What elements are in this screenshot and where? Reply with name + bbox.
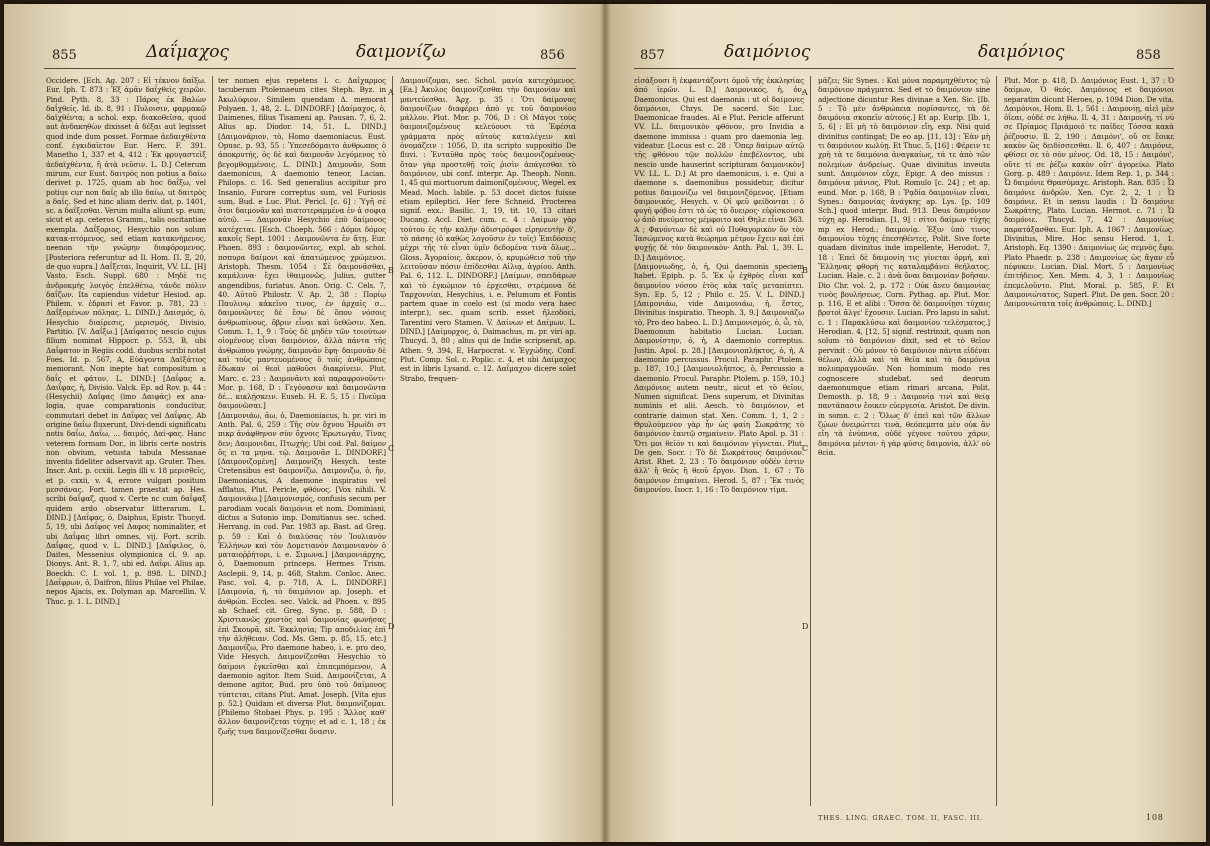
right-column-2 (818, 76, 990, 806)
left-column-3 (400, 76, 576, 806)
left-column-2-text: ter nomen ejus repetens l. c. Δαΐχαρμος tacuberam Ptolemaeum cites Steph. Byz. in Ἀκωλύφιον. Similem quendam Δ. memorat Polyaen. 1, 48, 2. L. DINDORF.] [Δαίμαχος, ὁ, Daimenes, filius Tisameni ap. Pausan. 7, 6, 2. Alius ap. Diodor. 14, 51. L. DIND.] [Δαιμονάριον, τὸ, Homo daemoniacus. Eust. Opusc. p. 93, 55 : Ὑπεσεδόμαιτο ἀνθρωπος ὁ ἀποκρυτής, ὁς δὲ καὶ δαιμονᾶν λεγόμενος τὸ βεγομθομμένοις. L. DIND.] Δαιμονᾶν, Som daemonicus, A daemonio teneor, Lacian. Philops. c. 16. Sed generalius accipitur pro Insanio, Furore correptus sum, vel Furiosis sum, Bud. e Luc. Plut. Pericl. [c. 6] : Ὑγῆ σὲ ὅτοι δαιμονᾶν καὶ πιατοτεραμμένα ἐν ἀ σοφια αὐτῷ. — Δαιμονᾶν Hesychio ἐπὸ δαίμονος κατέχεται. [Esch. Choeph. 566 : Δόμοι δόμος κακοῖς Sept. 1001 : Δαιμονῶντα ἐν ἄτῃ. Eur. Phoen. 893 : δαιμονῶντες, expl. ab schol. πσπυρα δαίμονι καὶ ἀπατώμενος χρώμενοι. Aristoph. Thesm. 1054 : Σὲ δαιμονᾶσθαι, καμάλυνα· ἔχει ἰθαιμονῶς, Julius, gutter angendibus, furiatus. Anon. Orig. C. Cels. 7, 40. Αὐτοῦ Philostr. V. Ap. 2, 38 : Πορίῳ Παυλινῳ κἀκεῖνο τινος, ἐν ἀρχαῖς σ... δαιμονῶντες δὲ ἔσω δὲ ὅπου νόσοις ἀνθρωπίνους, ὄβριν εἶναι καὶ ὑεθῶσιν. Xen. Comm. 1, 1, 9 : Τοὺς δὲ μηδὲν τῶν τοιούτων οἰομένους εἶναι δαιμόνιον, ἀλλὰ πάντα τῆς ἀνθρώπου γνώμης, δαιμονᾶν ἔφη· δαιμονᾶν δὲ καὶ τοὺς μαντευομένους ὅ τοῖς ἀνθρώποις ἔδωκαν οἱ θεοὶ μαθοῦσι διακρίνειν. Plut. Marc. c. 23 : Δαιμονᾶντι καὶ παραφρονοῦντι· Mor. p. 168, D : Γεγόνασιν καὶ δαιμονῶντα δέ... κικλῄσκειν. Euseb. H. E. 5, 15 : Πνεῦμα δαιμονῶσαι.] (218, 76, 386, 411)
margin-letter-a-right: A (802, 88, 808, 97)
right-page-signature: 108 (1146, 813, 1164, 822)
right-column-1b-text: [Δαιμονιωδης, ὁ, ἡ, Qui daemonis speciem habet. Epiph. p. 5. Ἐκ ᾧ ἐχθρὸς εἶναι καὶ δαιμονίου νόσου ἐτὸς κἀκ ταῖς μεταπίπτει. Syn. Ep. 5, 12 ; Philo c. 25. V. L. DIND.] [Δαιμονιάω, vide Δαιμονιάω, ἡ, ἕστες, Divinitus inspiratio. Theoph. 3, 9.] Δαιμονιάζω τὸ, Pro deo habeo. L. D.] Δαιμονισμός, ὁ, ὦ, τὸ, Daemonum habitatio Lucian. Lucian. Δαιμονίστην, ὁ, ἡ, A daemonio correptus. Justin. Apol. p. 28.] [Δαιμονιοπλήκτος, ὁ, ἡ, A daemonio percussus. Procul. Paraphr. Ptolem. p. 187, 10.] [Δαιμονιολῆπτος, ὁ, Percussio a daemonio. Procul. Paraphr. Ptolem. p. 159, 10.] Δαιμόνιος autem neutr., sicut et τὸ θεῖον, Numen significat. Dens superum, et Divinitas numinis et alii. Aesch. τὸ δαιμόνιον, et contrarie daimon stat. Xen. Comm. 1, 1, 2 : Θρυλούμενον γὰρ ἦν ὡς φαίη Σωκράτης τὸ δαιμόνιον ἑαυτῷ σημαίνειν. Plato Apol. p. 31 : Ὅτι μοι θεῖόν τι καὶ δαιμόνιον γίγνεται. Plut. De gen. Socr. : Τὸ δὲ Σωκράτους δαιμόνιον. Arist. Rhet. 2, 23 : Τὸ δαιμόνιον οὐδέν ἐστιν ἀλλ' ἢ θεὸς ἢ θεοῦ ἔργον. Dion. 1, 67 : Τὸ δαιμόνιον ἐπιφαίνει. Herod. 5, 87 : Ἔκ τινὸς δαιμονίου. Isocr. 1, 16 : Τὸ δαιμόνιον τίμα. (634, 261, 804, 495)
right-column-divider-1 (810, 76, 811, 806)
left-page (4, 4, 604, 842)
left-column-2 (218, 76, 386, 806)
right-column-1-text: εἰσάξουσι ἢ ἐκφαντάζοντι ὁμοῦ τῆς ἐκκλησίας ἀπό ἱερῶν. L. D.] Δαιμονικός, ἡ, ὀν, Daemonicus. Qui est daemonis : ut οἱ δαίμονες δαιμόνιοι, Chrys. De sacerd. Sic Luc. Daemonicae fraudes. Al e Plut. Pericle afferunt VV. LL. δαιμονικὸν φθόνον, pro Invidia a daemone immissa : quam pro daemonia leg. videatur. [Locus est c. 28 : Ὅπερ δαίμων αὐτῷ τῆς φθόνου τῷν πολλῶν ἐπεβέλοντος, ubi nescio unde hauserint scripturam δαιμονικὸν] VV. LL. L. D.] At pro daemonicus, i. e. Qui a daemone s. daemonibus possidetur, dicitur potius δαιμονίζω vel δαιμονιζόμενος. [Etiam δαιμονικός, Hesych. v. Οἱ φεῦ φείδονται : ὁ φυγὴ φόβου ἐστι τὰ ὡς τὸ ὄνειρος· εὑρίσκουσα ᾧ ἀπὸ πνεύματος μέμφοιτο καὶ Θηλε εἶναι 363. A ; Φανόντων δὲ καὶ οὐ Πυθαγορικὸν ὅν τὸν Ἰασώμενος κατὰ θεώρημα μέτρον ἔχειν καὶ ἐπὶ ψυχῇς δὲ τὸν δαιμονικὸν· Anth. Pal. 1, 39. L. D.] Δαιμόνιος. (634, 76, 804, 262)
right-headword: δαιμόνιος (724, 42, 811, 62)
left-page-number-2: 856 (540, 48, 565, 63)
left-column-2b-text: [Δαιμονιάω, ᾶω, ὁ, Daemoniacus, h. pr. viri in Anth. Pal. 6, 259 : Τῆς σὺν ὄχνου Ἡρωίδι στ πικρ ἀνάφθηνον σὺν ὄχνοις Ἐρωτωγᾶν, Τίνας δεν; Δαιμονιδαι, Πτωχής; Ubi cod. Pal. δαίμον ὅς ει τα μηνα. τῷ. Δαιμονᾶσ L. DINDORF.] [Δαιμονιζομένη] Δαιμονίζη Hesych. teste Cretensibus est δαιμονίζω. Δαιμονιζω, ὁ, ἥν, Daemoniacus, A daemone inspiratus vel afflatus, Plut. Pericle, φθόνος. [Vox nihili. V. Δαιμονιάω.] [Δαιμονισμός, confusis secum per parodiam vocalι δαιμόνια et nom. Dominiani, dictus a Sutonio imp. Domitianus sec. sched. Herrang. in cod. Par. 1983 ap. Bast. ad Greg. p. 59 : Καὶ ὁ διαλύσας τὸν Ἰουλιανὸν Ἑλλήνων καὶ τὸν Δομετιανόν Δαιμονιανὸν ὁ ματαιοῤῥήτορι, i. e. Σιμωνα.] [Δαιμονιάρχης, ὁ, Daemonum princeps. Hermes Trism. Asclepii. 9, 14, p. 468, Stahm. Conloc. Anec. Pasc. vol. 4, p. 718, A. L. DINDORF.] [Δαιμονία, ἡ, τὸ δαιμόνιον ap. Joseph. et ἀνθρώπ. Eccles. sec. Valck. ad Phoen. v. 895 ab Schaef. cit. Greg. Sync. p. 588, D : Χριστιανῶς χριστὸς καὶ δαιμονίας φωνήσας ἐπὶ Σκουρᾶ, sit. Ἐκκλησία; Tip αποδιλίας ἐπὶ τὴν ἀλήθειαν. Cod. Ms. Gem. p. 85, 15, etc.] Δαιμονίζω, Pro daemone habeo, i. e. pro deo, Vide Hesych. Δαιμονίζεσθαι Hesychio τὸ δαίμονι ἐγκεῖσθαι καὶ ἐπιπεμπόμενον, A daemonio agitor. Item Suid. Δαιμονίζεται, A demone agitor, Bud. pro ὑπὸ τοῦ δαίμονος τύπτεται, citans Plut. Amat. Joseph. [Vita ejus p. 52.] Quidam et diversa Plut. δαιμονίζομαι. [Philemo Stobaei Phys. p. 195 : Ἄλλος καθ' ἄλλον δαιμονίζεται τύχην; et ad c. 1, 18 ; ἐκ ζωῆς τινα δαιμονίζεσθαι ὄνασιν. (218, 410, 386, 736)
left-column-divider-2 (392, 76, 393, 806)
margin-letter-c-right: C (802, 444, 809, 453)
left-column-1 (46, 76, 206, 806)
right-column-2-text: μᾶζει; Sic Synes. : Καὶ μόνα παραμηχθέντος τῷ δαιμόνιον πράγματα. Sed et τὸ δαιμόνιον sine adjectione dicuntur Res divinae a Xen. Sic. [Ib. 5 : Τὸ μὲν ἀνθρώπεια πορίσαντες, τὰ δὲ δαιμόνια σκοπεῖν αὐτούς.] Et ap. Eurip. [Ib. 1, 5, 6] : Εἰ μὴ τὸ δαιμόνιον εἴη, exp. Nisi quid divinitus contingat; De eo ap. [11, 13] : Ἐὰν μὴ τι δαιμόνιον κωλύῃ. Et Thuc. 5, [16] : Φέρειν τε χρὴ τὰ τε δαιμόνια ἀναγκαίως, τά τε ἀπὸ τῶν πολεμίων ἀνδρείως. Quae divinitus inveuta sunt. Δαιμόνιον εὔχε, Epigr. A deo missus : δαιμόνια μάνιος, Plut. Romulo [c. 24] ; et ap. eund. Mor. p. 168, B : Ῥᾳδία δαιμονίων εἶναι, Synes.: δαιμονίας ἀνάγκης ap. Lys. [p. 109 Sch.] quod interpr. Bud. 913. Deus δαιμόνιον τύχη ap. Herodian. [1, 9] : σίτοι δαίμων τύχης mp ex Herod.: δαιμονίᾳ. Ἐξιν ὑπὸ τινος δαιμονίου τύχης ἐπεσηθέντες, Polit. Sive forte quadam divinitus inde impellente, Herodot. 7, 18 : Ἐπεὶ δὲ δαιμονίη τις γίνεται ὁρμή, καὶ Ἕλληνας φθορή τις καταλαμβάνει θεήλατος. Lucian. Hale. c. 2 : ἀνὰ ὄναι δαιμονίαν βοῆσαν. Dio Chr. vol. 2, p. 172 : Οὐκ ἄνευ δαιμονίας τινὸς βουλήσεως. Corn. Pythag. ap. Plut. Mor. p. 116, E et alibi : Ὅσσα δὲ δαιμονίῃσι τύχαις βροτοὶ ἄλγε' ἔχουσιν. Lucian. Pro lapsu in salut. c. 1 : Παρακλύσω καὶ δαιμονίου τελέσματος.] Herodian. 4, [12, 5] signif. restrinxit, quam non solum τὸ δαιμόνιον dixit, sed et τὸ θεῖον pervixit : Οὐ μόνον τὸ δαιμόνιον πάντα εἰδέναι θέλων, ἀλλὰ καὶ τὰ θεῖα καὶ τὰ δαιμόνια πολυπραγμονῶν. Non hominum modo res cognoscere studebat, sed deorum daemonumque etiam rimari arcana, Polit. Demosth. p. 18, 9 : Δαιμονίᾳ τινὶ καὶ θείᾳ παντάπασιν ἔοικεν εὐεργεσία. Aristot. De divin. in somn. c. 2 : Ὅλως δ' ἐπεὶ καὶ τῶν ἄλλων ζῴων ὀνειρώττει τινὰ, θεόπεμπτα μὲν οὐκ ἂν εἴη τὰ ἐνύπνια, οὐδὲ γέγονε τούτου χάριν, δαιμόνια μέντοι· ἡ γὰρ φύσις δαιμονία, ἀλλ' οὐ θεία. (818, 76, 990, 457)
margin-letter-b-left: B (388, 266, 394, 275)
right-page-footer: THES. LING. GRAEC. TOM. II, FASC. III. (818, 814, 984, 822)
margin-letter-d-right: D (802, 622, 809, 631)
left-column-1-text: Occidere. [Εсh. Ag. 207 : Εἰ τέκνον δαΐξω. Eur. Iph. T. 873 : Ἐξ ἁμᾶν δαΐχθεὶς χειρῶν. Pind. Pyth. 8, 33 : Πάρος ἐκ Βαλὼν δαΐχθείς. Id. ib. 8, 91 : Πυλοισιν, φαρμακῷ δαϊχθέντα; a schol. exp. διακοθεῖσα, quod aut ἀνδακηθὼν dixisset ἀ δέξαι aut legisset quod inde dum posset. Formae ἀεδαιχθέντα conf. ἐγκιδαῖετον Eur. Herc. F. 391. Manetho 1, 337 et 4, 412 : Ἐκ φρυγαστεὶξ ἀεδαϊχθέντα, ἢ ἀτὰ νεῦσιν. L. D.] Ceterum mirum, cur Eust. δαιτρὸς non potius a δαίω derivet p. 1725, quam ab hoc δαΐξω, vel potius cur non δαΐς ab illo δαίω, ut δαιτρὸς a δαΐς. Sed et hinc aliam deriv. dat, p. 1401, sc. a δαΐξεσθαι. Verum multa aliunt sp. eum; sicut et ap. ceteros Gramm., talis oscitantiae exempla. Δαΐξοριος, Hesychio non solum κατακ-πτόμενος, sed etiam κατακνήμενος, neenon τὴν γνώμην διαφόρομενος. [Posteriora referuntur ad Il. Hom. Π. Ξ, 20, de quo supra.] Δαΐξεται, Inquirit, VV. LL. [Η] Vasto. Esch. Suppl. 680 : Μηδὲ τις ἀνδροκμὴς λοιγὸς ἐπελθέτω, τάνδε πόλιν δαΐζων. Ita capiendus videtur Hesiod. ap. Philem. v. ἐδρασί et Favor. p. 781, 23 : Δαΐξομένων πόληας. L. DIND.] Δαισμός, ὁ, Hesychio διαίρεσις, μερισμός, Divisio, Partitio. [V. Δαΐξω.] [Δαΐφατος nescio cujus filium nominat Hippocr. p. 553, B, ubi Δαΐφατον in Regiis codd. duobus scribi notat Foes. Id. p. 567, A, Εὐάγοντα Δαϊξάτιος memorant. Non inepte hat compositum a δαΐς et φάτον. L. DIND.] [Δαΐφας a. Δαιΐφας, ἡ, Divisio. Valck. Ep. ad Rov. p. 44 : (Hesychii) Δαΐφας (imo Δαιφάς) ex ana-logia, quae comparationis conducitur, commutari debet in Δαΐφας vel Δαΐφας. Ab origine δαΐω fluxerunt, Divi-dendi significatu notis δαΐω, Δαΐω, ... δαιμός, Δαί-φας. Hanc veterem formam Dor., in libris certe nostris non obvium, vetusta tabula Messanae inventa fideliter adservavit ap. Gruter. Thes. Inscr. Ant. p. ccxiii. Legis illi v. 18 μερισθεῖς, et p. cxxii, v. 4, errore vulgari positum μεσσάνας. Fort. tamen praestat ap. Hes. scribi δαΐφαζ, quod v. Certe nc cum δαΐφαξ quidem ardo observatur litterarum. L. DIND.] [Δαΐφας, ὁ, Daiphus, Epistr. Thucyd. 5, 19, ubi Δαΐφος vel Δαφος nominaliter, et ubi Δαΐφας libri omnes, vij. Fort. scrib. Δαΐφας, quod v. L. DIND.] [Δαΐφιλος, ὁ, Daites, Messenius olympionica cl. 9. ap. Dionys. Ant. R. 1, 7, ubi ed. Δαΐφι. Alius ap. Boeckh. C. I. vol. 1, p. 898. L. DIND.] [Δαΐφρων, ὁ, Daifron, filius Philae vel Philae, nepos Ajacis, ex. Dolyman ap. Marcellin. V. Thuc. p. 1. L. DIND.] (46, 76, 206, 606)
left-headword: Δαΐμαχος (146, 42, 230, 62)
right-column-divider-2 (996, 76, 997, 806)
margin-letter-a-left: A (388, 88, 394, 97)
right-column-3 (1004, 76, 1174, 806)
right-page-header (606, 40, 1206, 70)
left-page-number: 855 (52, 48, 77, 63)
left-running-head: δαιμονίζω (356, 42, 446, 62)
left-column-3-text: Δαιμονίζομαι, sec. Schol. μανία κατεχόμενος. [Ea.] Ἀκυλος δαιμονίζεσθαι τὴν δαιμονίαν καὶ μαντεύεσθαι. Ἀρχ. p. 35 : Ὅτι δαίμονας δαιμονίζων διαφέρει ἀπὸ γε τοῦ δαιμονίου μάλλον. Plut. Mor. p. 706, D : Οἱ Μάγοι τοὺς δαιμονιζομένους κελεύουσι τὰ Ἐφέσια γράμματα πρὸς αὑτοὺς καταλέγειν καὶ ὀνομάζειν : 1056, D, ita scripto suppositio De fluvi. : Ἐνταῦθα πρὸς τοὺς δαιμονιζομένους· ὅταν γὰρ προστεθῇ τοῖς ῥισὶν ἀπάγεσθαι τὸ δαιμόνιον, ubi conf. interpr. Ap. Theoph. Nonn. 1, 45 qui mortuorum daimoniζομένους, Wegel. ex Mead. Moch. labile. p. 53 docet dictos fuisse etiam epileptici. Her fere Schneid. Procterea signif. exx.: Basilic. 1, 19, tit. 10, 13 citari Ducang. Accl. Diet. cum. c. 4 : Δαίμων γὰρ τούτου ἐς τὴν καλὴν ἀδιστρόφοι εἰρηνευτὴν δ', τὸ πάσης (ὁ καθὼς λογοῦσιν ἐν τοῖς) Ἐπιδόσεις μέχρι τῆς τὸ εἶναι ὑμῖν δεδομένα τινὰ ὅλως... Gloss. Ἀγοραίοις. ἄκερον, ὁ, κρυμώθεισ τοῦ τὴν λειτοῦσαν πόσιν ἐπίδεσθαι Αἰλιᾳ, ἀγρίου. Anth. Pal. 6, 112. L. DINDORF.] [Δαίμων, σπειδάμων καὶ τὸ ἐγκώμιον τὸ ἐρχεσθαι, στρέμονα δὲ Ταρχοννίαι, Hesychius, i. e. Pelumum et Fontis partem quae in coelo est (si modo vera haec interpr.), sec. quam scrib. esset ἤλεοδοεί, Tarentini vero Stamen. V. Δαίνων et Δαίμων. L. DIND.] [Δαίμορχος, ὁ, Daimachus, m. pr. viri ap. Thucyd. 3, 80 ; alius qui de Indie scripserat, ap. Athen. 9, 394, E, Harpocrat. v. Ἐγχώδης. Conf. Plut. Comp. Sol. c. Poplic. c. 4, et ubi Δαίμαχος est in libris Lysand. c. 12. Δαΐμαχον dicere solet Strabo, frequen- (400, 76, 576, 383)
right-column-3-text: Plut. Mor. p. 418, D. Δαιμόνιος Eust. 1, 37 : Ὁ δαίμων, Ὁ θεός. Δαιμόνιος et δαιμόνιοι separatim dicunt Heroes, p. 1094 Dion. De vita. Δαιμόνιοι, Hom. Il. 1, 561 : Δαιμονίῃ, αἰεὶ μὲν ὀΐεαι, οὐδέ σε λήθω. Il. 4, 31 : Δαιμονίῃ, τί νύ σε Πρίαμος Πριάμοιό τε παῖδες Τόσσα κακὰ ῥέζουσιν. Il. 2, 190 : Δαιμόνι', οὔ σε ἔοικε κακὸν ὣς δειδίσσεσθαι. Il. 6, 407 : Δαιμόνιε, φθίσει σε τὸ σὸν μένος. Od. 18, 15 : Δαιμόνι', οὔτε τί σε ῥέζω κακὸν οὔτ' ἀγορεύω. Plato Gorg. p. 489 : Δαιμόνιε. Idem Rep. 1, p. 344 : Ὦ δαιμόνιε Θρασύμαχε. Aristoph. Ran. 835 : Ὦ δαιμόνιε ἀνδρῶν. Xen. Cyr. 2, 2, 1 : Ὦ δαιμόνιε. Et in sensu laudis : Ὦ δαιμόνιε Σωκράτης, Plato. Lucian. Hermot. c. 71 : Ὦ δαιμόνιε. Thucyd. 7, 42 : Δαιμονίως παρατάξασθαι. Eur. Iph. A. 1067 : Δαιμονίως. Divinitus, Mire. Hoc sensu Herod. 1, 1. Aristoph. Eq. 1390 : Δαιμονίως ὡς σεμνὸς ἔφυ. Plato Phaedr. p. 238 : Δαιμονίως ὡς ἄγαν εὖ πέφυκεν. Lucian. Dial. Mort. 5 : Δαιμονίως ἐπιτήδειος. Xen. Mem. 4, 3, 1 : Δαιμονίως ἐπεμελοῦντο. Plut. Moral. p. 585, F. Et Δαιμονιώτατος, Superl. Plut. De gen. Socr. 20 : Δαιμονιώτατα τοῖς ἀνθρώποις. L. DIND.] (1004, 76, 1174, 309)
left-header-rule (44, 68, 576, 69)
book-spread (4, 4, 1206, 842)
right-page-number-2: 858 (1136, 48, 1161, 63)
right-page (606, 4, 1206, 842)
margin-letter-b-right: B (802, 266, 808, 275)
right-page-number: 857 (640, 48, 665, 63)
left-page-header (4, 40, 604, 70)
margin-letter-c-left: C (388, 444, 395, 453)
right-column-1 (634, 76, 804, 806)
right-header-rule (634, 68, 1174, 69)
left-column-divider-1 (212, 76, 213, 806)
right-running-head: δαιμόνιος (978, 42, 1065, 62)
margin-letter-d-left: D (388, 622, 395, 631)
